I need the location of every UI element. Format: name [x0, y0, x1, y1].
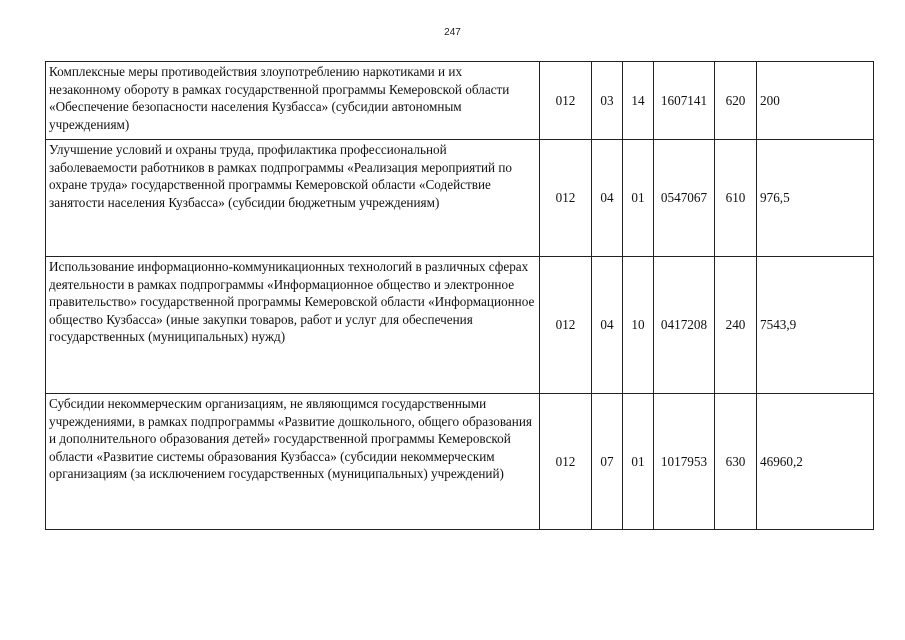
admin-code-cell: 012 [540, 257, 592, 394]
admin-code-cell: 012 [540, 62, 592, 140]
table-row [46, 62, 874, 140]
amount-cell: 200 [757, 62, 874, 140]
expense-type-cell: 620 [715, 62, 757, 140]
admin-code-cell: 012 [540, 140, 592, 257]
expense-type-cell: 610 [715, 140, 757, 257]
expense-type-cell: 630 [715, 394, 757, 530]
table-row [46, 257, 874, 394]
target-article-cell: 0547067 [654, 140, 715, 257]
expense-type-cell: 240 [715, 257, 757, 394]
page-number: 247 [444, 27, 461, 38]
table-row [46, 394, 874, 530]
section-cell: 07 [592, 394, 623, 530]
subsection-cell: 01 [623, 140, 654, 257]
row-description: Комплексные меры противодействия злоупотреблению наркотиками и их незаконному обороту в рамках государственной программы Кемеровской области «Обеспечение безопасности населения Кузбасса» (субсидии автономным учреждениям) [46, 62, 540, 140]
row-description: Использование информационно-коммуникационных технологий в различных сферах деятельности в рамках подпрограммы «Информационное общество и электронное правительство» государственной программы Кемеровской области «Информационное общество Кузбасса» (иные закупки товаров, работ и услуг для обеспечения государственных (муниципальных) нужд) [46, 257, 540, 394]
target-article-cell: 1607141 [654, 62, 715, 140]
amount-cell: 7543,9 [757, 257, 874, 394]
amount-cell: 976,5 [757, 140, 874, 257]
section-cell: 04 [592, 140, 623, 257]
subsection-cell: 10 [623, 257, 654, 394]
section-cell: 03 [592, 62, 623, 140]
subsection-cell: 14 [623, 62, 654, 140]
target-article-cell: 0417208 [654, 257, 715, 394]
target-article-cell: 1017953 [654, 394, 715, 530]
row-description: Субсидии некоммерческим организациям, не являющимся государственными учреждениями, в рамках подпрограммы «Развитие дошкольного, общего образования и дополнительного образования детей» государственной программы Кемеровской области «Развитие системы образования Кузбасса» (субсидии некоммерческим организациям (за исключением государственных (муниципальных) учреждений) [46, 394, 540, 530]
section-cell: 04 [592, 257, 623, 394]
table-row [46, 140, 874, 257]
amount-cell: 46960,2 [757, 394, 874, 530]
admin-code-cell: 012 [540, 394, 592, 530]
row-description: Улучшение условий и охраны труда, профилактика профессиональной заболеваемости работников в рамках подпрограммы «Реализация мероприятий по охране труда» государственной программы Кемеровской области «Содействие занятости населения Кузбасса» (субсидии бюджетным учреждениям) [46, 140, 540, 257]
subsection-cell: 01 [623, 394, 654, 530]
budget-table [45, 61, 874, 530]
